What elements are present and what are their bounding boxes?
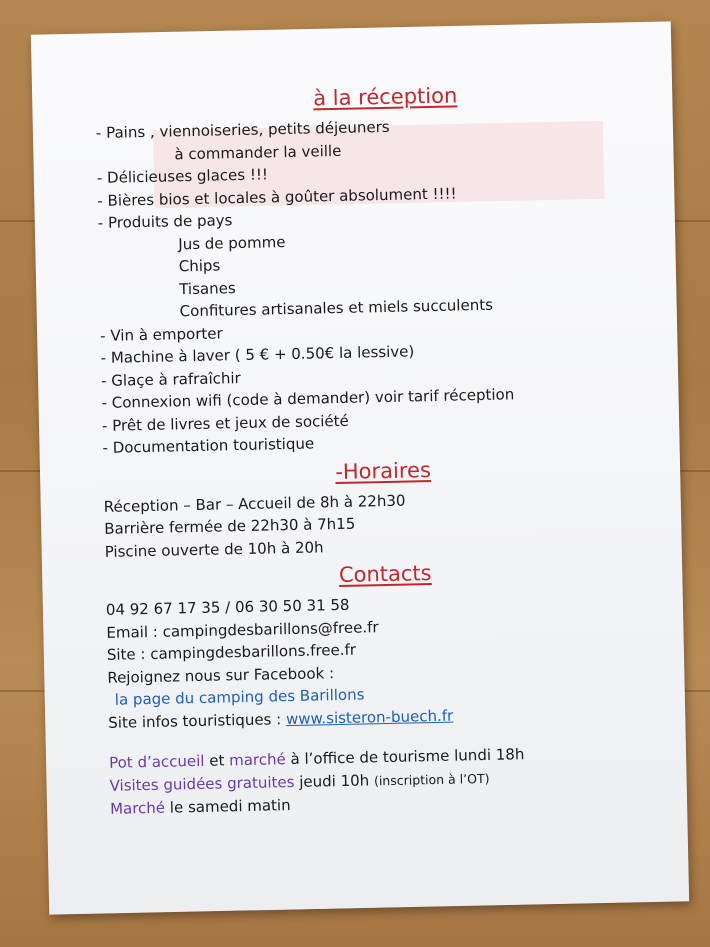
site-line: Site : campingdesbarillons.free.fr	[106, 640, 357, 664]
reception-title: à la réception	[312, 83, 458, 111]
marche-label: marché	[228, 750, 286, 770]
list-item: - Machine à laver ( 5 € + 0.50€ la lessive)	[100, 342, 415, 367]
facebook-label: Rejoignez nous sur Facebook :	[107, 663, 335, 687]
reception-list	[96, 110, 663, 459]
sub-item: Jus de pomme	[178, 232, 286, 253]
hours-line: Piscine ouverte de 10h à 20h	[104, 537, 324, 561]
visites-time: jeudi 10h	[294, 770, 375, 791]
list-item-note: à commander la veille	[174, 141, 342, 163]
list-item: - Prêt de livres et jeux de société	[101, 411, 349, 435]
tourism-label: Site infos touristiques :	[108, 709, 287, 732]
marche-samedi-time: le samedi matin	[164, 796, 291, 817]
tourism-link[interactable]: www.sisteron-buech.fr	[285, 706, 454, 728]
sub-item: Tisanes	[179, 278, 236, 298]
pot-accueil: Pot d’accueil	[108, 751, 205, 772]
flyer-content	[95, 76, 670, 820]
phone-numbers: 04 92 67 17 35 / 06 30 50 31 58	[105, 595, 350, 619]
events-list	[109, 740, 670, 820]
list-item: - Glaçe à rafraîchir	[100, 368, 241, 390]
event-connector: et	[204, 751, 230, 770]
visites-note: (inscription à l’OT)	[373, 770, 490, 788]
list-item: - Produits de pays	[97, 211, 233, 232]
visites-label: Visites guidées gratuites	[109, 772, 295, 795]
sub-item: Chips	[178, 256, 221, 276]
list-item: - Vin à emporter	[99, 323, 223, 345]
office-info: à l’office de tourisme lundi 18h	[285, 745, 525, 769]
hours-line: Réception – Bar – Accueil de 8h à 22h30	[103, 491, 406, 516]
sub-item: Confitures artisanales et miels succulents	[179, 295, 494, 321]
horaires-list	[104, 484, 665, 563]
email-line: Email : campingdesbarillons@free.fr	[106, 617, 379, 642]
list-item: - Connexion wifi (code à demander) voir tarif réception	[101, 385, 515, 412]
contacts-title: Contacts	[338, 561, 432, 587]
list-item: - Documentation touristique	[102, 434, 315, 457]
contacts-list	[106, 587, 669, 734]
list-item: - Pains , viennoiseries, petits déjeuners	[95, 117, 390, 142]
marche-samedi-label: Marché	[109, 798, 166, 818]
facebook-page: la page du camping des Barillons	[114, 685, 365, 709]
list-item: - Bières bios et locales à goûter absolument !!!!	[97, 183, 457, 210]
list-item: - Délicieuses glaces !!!	[96, 165, 269, 187]
hours-line: Barrière fermée de 22h30 à 7h15	[104, 514, 356, 538]
horaires-title: -Horaires	[335, 457, 432, 484]
